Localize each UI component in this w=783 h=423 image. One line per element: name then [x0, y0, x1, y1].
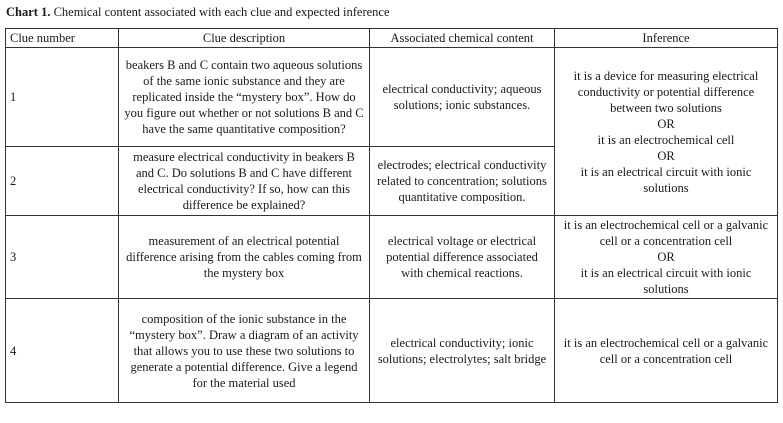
inference-line: it is an electrochemical cell or a galvanic cell or a concentration cell: [563, 335, 769, 366]
inference-line: it is a device for measuring electrical conductivity or potential difference between two solutions: [573, 68, 759, 115]
inference-line: OR: [657, 250, 675, 264]
table-row: [6, 216, 778, 299]
inference-line: it is an electrochemical cell or a galvanic cell or a concentration cell: [563, 218, 769, 248]
inference-cell: [555, 48, 778, 216]
clue-number-cell: 1: [6, 48, 119, 147]
inference-line: OR: [657, 148, 675, 163]
table-row: [6, 48, 778, 147]
header-clue-description: Clue description: [119, 29, 370, 48]
chemical-content-cell: electrical conductivity; ionic solutions; electrolytes; salt bridge: [370, 299, 555, 403]
caption-text: Chemical content associated with each clue and expected inference: [50, 5, 390, 19]
table-row: [6, 299, 778, 403]
clue-description-cell: beakers B and C contain two aqueous solutions of the same ionic substance and they are replicated inside the “mystery box”. How do you figure out whether or not solutions B and C have the same quantitative composition?: [119, 48, 370, 147]
inference-line: OR: [657, 116, 675, 131]
header-chemical-content: Associated chemical content: [370, 29, 555, 48]
chemical-content-cell: electrical voltage or electrical potential difference associated with chemical reactions.: [370, 216, 555, 299]
inference-line: it is an electrical circuit with ionic solutions: [580, 164, 752, 195]
header-clue-number: Clue number: [6, 29, 119, 48]
inference-line: it is an electrochemical cell: [597, 132, 735, 147]
chemical-content-table: [5, 28, 778, 403]
clue-description-cell: composition of the ionic substance in the “mystery box”. Draw a diagram of an activity that allows you to use these two solutions to generate a potential difference. Give a legend for the material used: [119, 299, 370, 403]
clue-description-cell: measurement of an electrical potential difference arising from the cables coming from the mystery box: [119, 216, 370, 299]
clue-number-cell: 4: [6, 299, 119, 403]
header-row: [6, 29, 778, 48]
clue-number-cell: 2: [6, 147, 119, 216]
inference-cell: [555, 299, 778, 403]
inference-line: it is an electrical circuit with ionic solutions: [580, 266, 752, 296]
clue-number-cell: 3: [6, 216, 119, 299]
chemical-content-cell: electrodes; electrical conductivity related to concentration; solutions quantitative composition.: [370, 147, 555, 216]
chemical-content-cell: electrical conductivity; aqueous solutions; ionic substances.: [370, 48, 555, 147]
caption-label: Chart 1.: [6, 5, 51, 19]
header-inference: Inference: [555, 29, 778, 48]
inference-cell: [555, 216, 778, 299]
clue-description-cell: measure electrical conductivity in beakers B and C. Do solutions B and C have different electrical conductivity? If so, how can this difference be explained?: [119, 147, 370, 216]
table-caption: [6, 4, 390, 20]
